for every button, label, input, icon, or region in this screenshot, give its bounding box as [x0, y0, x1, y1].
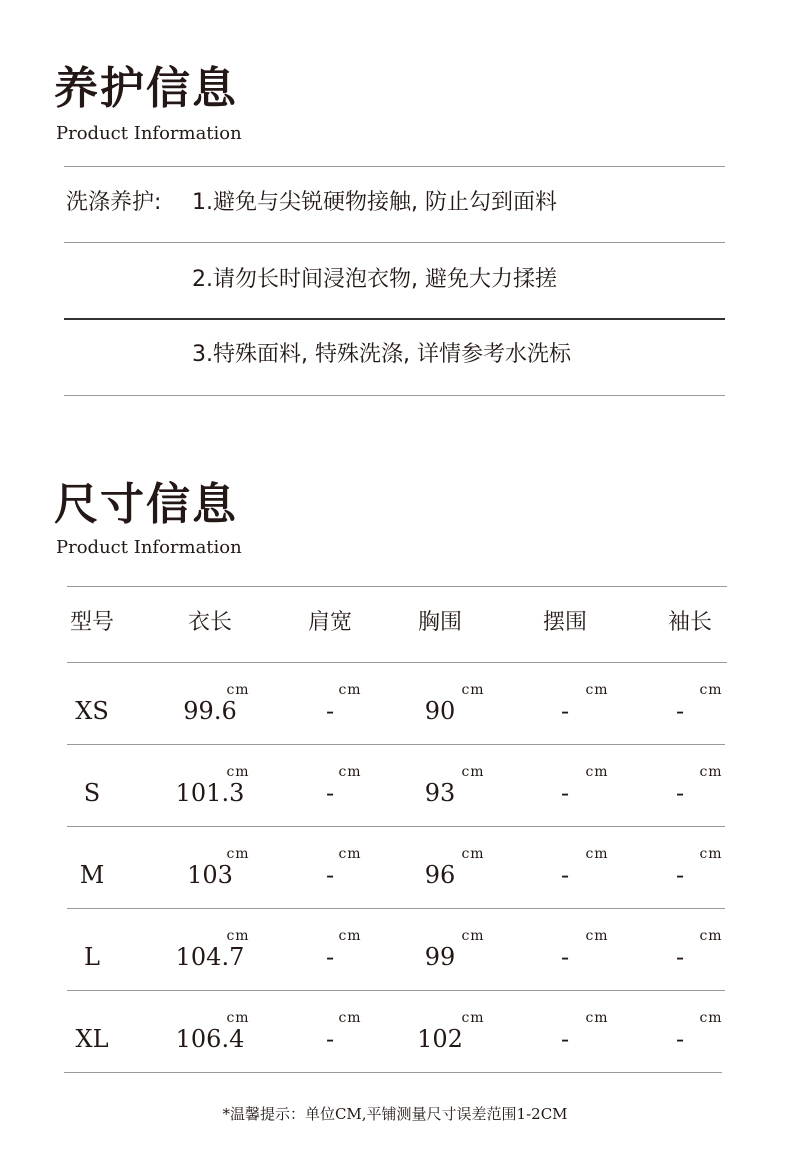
unit-label: cm	[338, 928, 362, 944]
measurement-value: 102	[417, 1025, 463, 1053]
care-line-2: 2.请勿长时间浸泡衣物, 避免大力揉搓	[192, 267, 557, 292]
unit-label: cm	[226, 1010, 250, 1026]
size-section-title: 尺寸信息	[54, 479, 238, 530]
measurement-value: -	[325, 861, 335, 889]
unit-label: cm	[699, 1010, 723, 1026]
size-table-top-line	[67, 586, 727, 587]
unit-label: cm	[461, 682, 485, 698]
header-shoulder: 肩宽	[307, 610, 353, 635]
size-label: XL	[75, 1025, 109, 1053]
measurement-value: 99	[424, 943, 456, 971]
row-divider	[64, 1072, 722, 1073]
measurement-value: 90	[424, 697, 456, 725]
footnote: *温馨提示：单位CM,平铺测量尺寸误差范围1-2CM	[222, 1105, 568, 1123]
measurement-value: -	[325, 943, 335, 971]
care-divider-top	[64, 166, 725, 167]
header-hem: 摆围	[542, 610, 588, 635]
row-divider	[67, 908, 725, 909]
unit-label: cm	[226, 928, 250, 944]
size-table-header-line	[67, 662, 727, 663]
measurement-value: -	[560, 861, 570, 889]
measurement-value: 96	[424, 861, 456, 889]
measurement-value: 93	[424, 779, 456, 807]
unit-label: cm	[338, 846, 362, 862]
measurement-value: 103	[187, 861, 233, 889]
size-label: XS	[75, 697, 109, 725]
row-divider	[67, 990, 725, 991]
care-divider-2	[64, 318, 725, 320]
header-size: 型号	[69, 610, 115, 635]
unit-label: cm	[585, 928, 609, 944]
header-sleeve: 袖长	[667, 610, 713, 635]
size-label: S	[83, 779, 101, 807]
header-length: 衣长	[187, 610, 233, 635]
measurement-value: -	[560, 697, 570, 725]
unit-label: cm	[699, 764, 723, 780]
measurement-value: -	[675, 1025, 685, 1053]
unit-label: cm	[461, 1010, 485, 1026]
measurement-value: -	[560, 779, 570, 807]
unit-label: cm	[338, 682, 362, 698]
size-section-subtitle: Product Information	[56, 537, 242, 558]
measurement-value: 104.7	[175, 943, 245, 971]
measurement-value: -	[325, 1025, 335, 1053]
unit-label: cm	[585, 846, 609, 862]
care-line-3: 3.特殊面料, 特殊洗涤, 详情参考水洗标	[192, 342, 571, 367]
care-divider-bottom	[64, 395, 725, 396]
unit-label: cm	[699, 682, 723, 698]
measurement-value: -	[325, 779, 335, 807]
measurement-value: -	[560, 1025, 570, 1053]
measurement-value: -	[675, 861, 685, 889]
unit-label: cm	[226, 846, 250, 862]
unit-label: cm	[461, 846, 485, 862]
care-line-1: 1.避免与尖锐硬物接触, 防止勾到面料	[192, 190, 557, 215]
care-section-title: 养护信息	[54, 63, 238, 114]
header-chest: 胸围	[417, 610, 463, 635]
care-section-subtitle: Product Information	[56, 123, 242, 144]
measurement-value: 106.4	[175, 1025, 245, 1053]
unit-label: cm	[338, 764, 362, 780]
unit-label: cm	[461, 764, 485, 780]
unit-label: cm	[226, 682, 250, 698]
size-label: M	[79, 861, 105, 889]
unit-label: cm	[461, 928, 485, 944]
care-label: 洗涤养护:	[66, 190, 162, 215]
measurement-value: -	[675, 697, 685, 725]
unit-label: cm	[585, 764, 609, 780]
unit-label: cm	[699, 928, 723, 944]
row-divider	[67, 826, 725, 827]
measurement-value: 99.6	[183, 697, 237, 725]
size-label: L	[84, 943, 100, 971]
measurement-value: -	[675, 943, 685, 971]
measurement-value: 101.3	[175, 779, 245, 807]
care-divider-1	[64, 242, 725, 243]
unit-label: cm	[585, 1010, 609, 1026]
measurement-value: -	[325, 697, 335, 725]
unit-label: cm	[226, 764, 250, 780]
measurement-value: -	[560, 943, 570, 971]
row-divider	[67, 744, 725, 745]
unit-label: cm	[338, 1010, 362, 1026]
unit-label: cm	[585, 682, 609, 698]
measurement-value: -	[675, 779, 685, 807]
unit-label: cm	[699, 846, 723, 862]
